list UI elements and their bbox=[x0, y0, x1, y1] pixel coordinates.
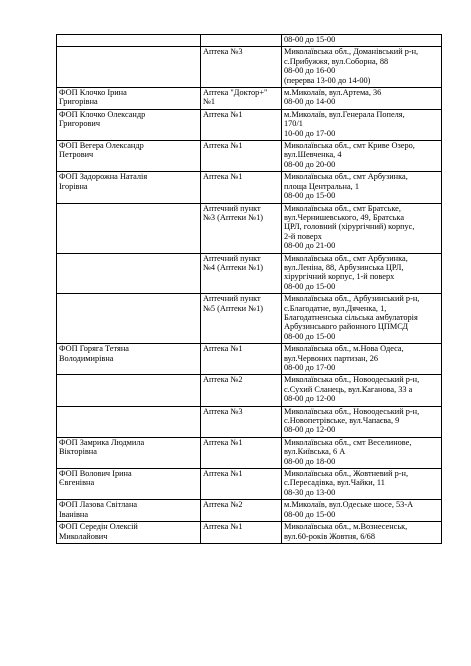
address-text-line: 08-00 до 12-00 bbox=[284, 425, 336, 435]
address-text-line: с.Благодатне, вул.Дяченка, 1, bbox=[284, 303, 387, 313]
address-text-line: 08-00 до 17-00 bbox=[284, 363, 336, 372]
owner-cell bbox=[57, 522, 201, 544]
address-text-line: м.Миколаїв, вул.Одеське шосе, 53-А bbox=[284, 500, 414, 510]
owner-cell bbox=[57, 88, 201, 110]
pharmacy-cell bbox=[201, 203, 282, 253]
pharmacy-cell bbox=[201, 500, 282, 522]
owner-text-line: ФОП Клочко Ірина bbox=[59, 88, 127, 98]
owner-text-line: Вікторівна bbox=[59, 447, 97, 457]
table-row bbox=[57, 88, 442, 110]
owner-cell bbox=[57, 35, 201, 47]
address-text-line: 08-00 до 12-00 bbox=[284, 394, 336, 404]
address-cell bbox=[282, 522, 442, 544]
owner-cell bbox=[57, 500, 201, 522]
owner-text-line: Ігорівна bbox=[59, 181, 88, 191]
owner-cell bbox=[57, 172, 201, 203]
address-cell bbox=[282, 500, 442, 522]
address-text-line: вул.Леніна, 88, Арбузинська ЦРЛ, bbox=[284, 262, 404, 272]
address-text-line: вул.60-років Жовтня, 6/68 bbox=[284, 531, 375, 541]
owner-text-line: ФОП Середін Олексій bbox=[59, 522, 138, 532]
table-row bbox=[57, 35, 442, 47]
pharmacy-cell bbox=[201, 469, 282, 500]
owner-cell bbox=[57, 203, 201, 253]
address-text-line: 10-00 до 17-00 bbox=[284, 128, 336, 138]
address-text-line: Миколаївська обл., смт Криве Озеро, bbox=[284, 141, 415, 151]
address-text-line: с.Пересадівка, вул.Чайки, 11 bbox=[284, 478, 385, 488]
table-row bbox=[57, 294, 442, 344]
address-text-line: 08-00 до 15-00 bbox=[284, 331, 336, 341]
pharmacy-cell bbox=[201, 88, 282, 110]
pharmacy-cell bbox=[201, 141, 282, 172]
address-text-line: 08-00 до 15-00 bbox=[284, 35, 336, 44]
owner-cell bbox=[57, 253, 201, 294]
address-text-line: 08-00 до 15-00 bbox=[284, 281, 336, 291]
owner-text-line: ФОП Лазова Світлана bbox=[59, 500, 138, 510]
table-row bbox=[57, 253, 442, 294]
owner-cell bbox=[57, 47, 201, 88]
table-row bbox=[57, 469, 442, 500]
pharmacy-cell bbox=[201, 294, 282, 344]
address-cell bbox=[282, 375, 442, 406]
pharmacy-text-line: Аптечний пункт bbox=[203, 203, 261, 213]
owner-text-line: Миколайович bbox=[59, 531, 108, 541]
pharmacy-text-line: Аптека №1 bbox=[203, 141, 243, 151]
owner-cell bbox=[57, 375, 201, 406]
pharmacy-text-line: Аптека №3 bbox=[203, 406, 243, 416]
address-text-line: Миколаївська обл., м.Нова Одеса, bbox=[284, 344, 404, 354]
table-row bbox=[57, 344, 442, 375]
pharmacy-text-line: Аптека №1 bbox=[203, 344, 243, 354]
pharmacy-cell bbox=[201, 47, 282, 88]
owner-cell bbox=[57, 437, 201, 468]
pharmacy-text-line: №3 (Аптеки №1) bbox=[203, 212, 264, 222]
pharmacy-cell bbox=[201, 375, 282, 406]
address-cell bbox=[282, 406, 442, 437]
address-text-line: (перерва 13-00 до 14-00) bbox=[284, 75, 371, 85]
pharmacy-text-line: Аптека №3 bbox=[203, 47, 243, 57]
address-text-line: 08-00 до 18-00 bbox=[284, 456, 336, 466]
address-text-line: Благодатненська сільська амбулаторія bbox=[284, 312, 418, 322]
address-text-line: с.Прибужжя, вул.Соборна, 88 bbox=[284, 56, 389, 66]
address-cell bbox=[282, 47, 442, 88]
address-text-line: Миколаївська обл., смт Веселинове, bbox=[284, 437, 412, 447]
address-text-line: вул.Київська, 6 А bbox=[284, 447, 346, 457]
pharmacy-cell bbox=[201, 437, 282, 468]
pharmacy-text-line: Аптека №1 bbox=[203, 522, 243, 532]
address-text-line: с.Новопетрівське, вул.Чапаєва, 9 bbox=[284, 416, 400, 426]
address-text-line: Миколаївська обл., Арбузинський р-н, bbox=[284, 294, 420, 304]
address-text-line: м.Миколаїв, вул.Генерала Попеля, bbox=[284, 109, 405, 119]
owner-text-line: ФОП Волович Ірина bbox=[59, 469, 132, 479]
address-text-line: 08-30 до 13-00 bbox=[284, 487, 336, 497]
pharmacy-cell bbox=[201, 253, 282, 294]
address-text-line: 2-й поверх bbox=[284, 231, 322, 241]
owner-cell bbox=[57, 469, 201, 500]
address-text-line: 08-00 до 15-00 bbox=[284, 191, 336, 201]
address-cell bbox=[282, 253, 442, 294]
table-row bbox=[57, 522, 442, 544]
pharmacy-text-line: Аптека №1 bbox=[203, 172, 243, 182]
pharmacy-text-line: Аптека №2 bbox=[203, 375, 243, 385]
address-cell bbox=[282, 88, 442, 110]
pharmacy-text-line: Аптечний пункт bbox=[203, 294, 261, 304]
owner-text-line: ФОП Горяга Тетяна bbox=[59, 344, 129, 354]
pharmacy-cell bbox=[201, 35, 282, 47]
pharmacy-text-line: Аптека №1 bbox=[203, 437, 243, 447]
table-row bbox=[57, 172, 442, 203]
address-text-line: вул.Чернишевського, 49, Братська bbox=[284, 212, 405, 222]
address-text-line: хірургічний корпус, 1-й поверх bbox=[284, 272, 395, 282]
address-text-line: с.Сухий Сланець, вул.Каганова, 33 а bbox=[284, 384, 413, 394]
address-text-line: 08-00 до 21-00 bbox=[284, 241, 336, 251]
address-cell bbox=[282, 109, 442, 140]
address-text-line: вул.Червоних партизан, 26 bbox=[284, 353, 379, 363]
address-text-line: Миколаївська обл., Новоодеський р-н, bbox=[284, 375, 420, 385]
pharmacy-table-body bbox=[57, 35, 442, 544]
owner-text-line: ФОП Вегера Олександр bbox=[59, 141, 144, 151]
pharmacy-cell bbox=[201, 522, 282, 544]
address-text-line: ЦРЛ, головний (хірургічний) корпус, bbox=[284, 222, 415, 232]
owner-cell bbox=[57, 109, 201, 140]
table-row bbox=[57, 47, 442, 88]
pharmacy-cell bbox=[201, 344, 282, 375]
table-row bbox=[57, 500, 442, 522]
table-row bbox=[57, 406, 442, 437]
pharmacy-text-line: №1 bbox=[203, 97, 216, 107]
address-text-line: 08-00 до 15-00 bbox=[284, 509, 336, 519]
pharmacy-table bbox=[56, 34, 442, 544]
address-cell bbox=[282, 172, 442, 203]
address-cell bbox=[282, 344, 442, 375]
owner-text-line: ФОП Задорожна Наталія bbox=[59, 172, 148, 182]
address-text-line: Миколаївська обл., Новоодеський р-н, bbox=[284, 406, 420, 416]
pharmacy-cell bbox=[201, 172, 282, 203]
pharmacy-text-line: Аптечний пункт bbox=[203, 253, 261, 263]
owner-text-line: Петрович bbox=[59, 150, 94, 160]
address-cell bbox=[282, 469, 442, 500]
owner-text-line: Григорович bbox=[59, 119, 101, 129]
address-text-line: Миколаївська обл., Жовтневий р-н, bbox=[284, 469, 409, 479]
owner-cell bbox=[57, 406, 201, 437]
pharmacy-text-line: Аптека №1 bbox=[203, 469, 243, 479]
pharmacy-text-line: №5 (Аптеки №1) bbox=[203, 303, 264, 313]
pharmacy-text-line: Аптека №1 bbox=[203, 109, 243, 119]
address-text-line: Миколаївська обл., смт Арбузинка, bbox=[284, 172, 408, 182]
owner-text-line: ФОП Клочко Олександр bbox=[59, 109, 146, 119]
owner-text-line: Григорівна bbox=[59, 97, 98, 107]
table-row bbox=[57, 375, 442, 406]
table-row bbox=[57, 203, 442, 253]
pharmacy-cell bbox=[201, 406, 282, 437]
owner-cell bbox=[57, 141, 201, 172]
owner-text-line: Іванівна bbox=[59, 509, 89, 519]
table-row bbox=[57, 437, 442, 468]
pharmacy-cell bbox=[201, 109, 282, 140]
address-text-line: Арбузинського районного ЦПМСД bbox=[284, 322, 409, 332]
address-cell bbox=[282, 203, 442, 253]
address-text-line: 08-00 до 20-00 bbox=[284, 159, 336, 169]
address-text-line: Миколаївська обл., смт Арбузинка, bbox=[284, 253, 408, 263]
address-text-line: Миколаївська обл., м.Вознесенськ, bbox=[284, 522, 408, 532]
owner-cell bbox=[57, 294, 201, 344]
pharmacy-text-line: Аптека "Доктор+" bbox=[203, 88, 268, 98]
address-text-line: м.Миколаїв, вул.Артема, 36 bbox=[284, 88, 382, 98]
address-text-line: площа Центральна, 1 bbox=[284, 181, 359, 191]
pharmacy-text-line: №4 (Аптеки №1) bbox=[203, 262, 264, 272]
address-cell bbox=[282, 141, 442, 172]
address-cell bbox=[282, 437, 442, 468]
owner-cell bbox=[57, 344, 201, 375]
table-row bbox=[57, 141, 442, 172]
owner-text-line: Євгенівна bbox=[59, 478, 95, 488]
address-text-line: вул.Шевченка, 4 bbox=[284, 150, 342, 160]
pharmacy-text-line: Аптека №2 bbox=[203, 500, 243, 510]
address-text-line: Миколаївська обл., смт Братське, bbox=[284, 203, 401, 213]
address-cell bbox=[282, 35, 442, 47]
address-cell bbox=[282, 294, 442, 344]
owner-text-line: Володимирівна bbox=[59, 353, 114, 363]
table-row bbox=[57, 109, 442, 140]
address-text-line: Миколаївська обл., Доманівський р-н, bbox=[284, 47, 419, 57]
address-text-line: 170/1 bbox=[284, 119, 303, 129]
address-text-line: 08-00 до 14-00 bbox=[284, 97, 336, 107]
owner-text-line: ФОП Замрика Людмила bbox=[59, 437, 145, 447]
address-text-line: 08-00 до 16-00 bbox=[284, 66, 336, 76]
